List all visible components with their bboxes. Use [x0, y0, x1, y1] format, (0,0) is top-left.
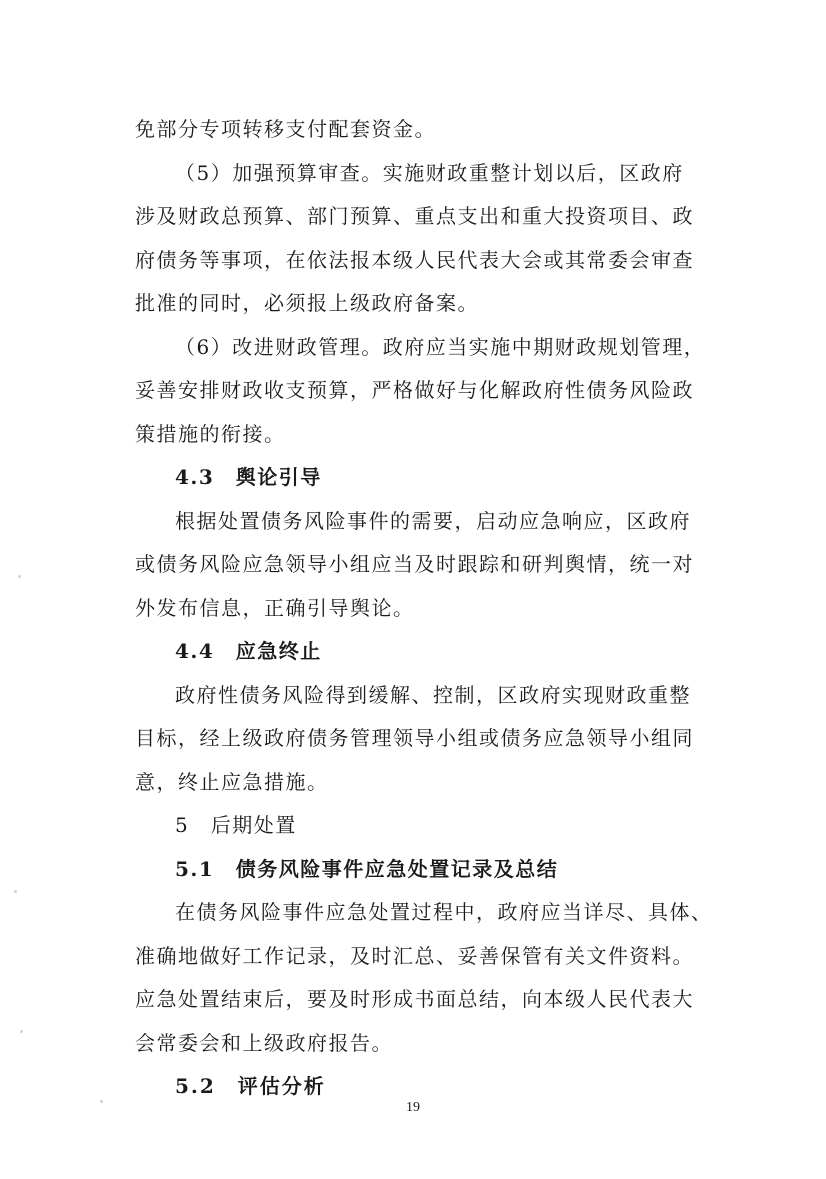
body-text-line: 会常委会和上级政府报告。 — [135, 1031, 393, 1055]
body-text-line: 目标，经上级政府债务管理领导小组或债务应急领导小组同 — [135, 726, 694, 750]
scan-speck — [20, 1030, 23, 1033]
body-text-line: 准确地做好工作记录，及时汇总、妥善保管有关文件资料。 — [135, 944, 694, 968]
body-text-line: （5）加强预算审查。实施财政重整计划以后，区政府 — [175, 161, 684, 185]
section-heading-5-2: 5.2 评估分析 — [175, 1074, 326, 1098]
body-text-line: 涉及财政总预算、部门预算、重点支出和重大投资项目、政 — [135, 204, 694, 228]
body-text-line: 府债务等事项，在依法报本级人民代表大会或其常委会审查 — [135, 248, 694, 272]
body-text-line: 或债务风险应急领导小组应当及时跟踪和研判舆情，统一对 — [135, 552, 694, 576]
body-text-line: 政府性债务风险得到缓解、控制，区政府实现财政重整 — [175, 683, 691, 707]
body-text-line: 策措施的衔接。 — [135, 422, 286, 446]
section-heading-5-1: 5.1 债务风险事件应急处置记录及总结 — [175, 857, 559, 881]
body-text-line: 在债务风险事件应急处置过程中，政府应当详尽、具体、 — [175, 900, 713, 924]
body-text-line: 意，终止应急措施。 — [135, 770, 329, 794]
scan-speck — [18, 575, 21, 578]
page-number: 19 — [406, 1100, 420, 1115]
body-text-line: （6）改进财政管理。政府应当实施中期财政规划管理， — [175, 335, 706, 359]
section-heading-5: 5 后期处置 — [175, 813, 297, 837]
section-heading-4-4: 4.4 应急终止 — [175, 639, 322, 663]
body-text-line: 妥善安排财政收支预算，严格做好与化解政府性债务风险政 — [135, 378, 694, 402]
body-text-line: 批准的同时，必须报上级政府备案。 — [135, 291, 479, 315]
section-heading-4-3: 4.3 舆论引导 — [175, 465, 322, 489]
body-text-line: 应急处置结束后，要及时形成书面总结，向本级人民代表大 — [135, 987, 694, 1011]
scan-speck — [14, 890, 17, 893]
body-text-line: 根据处置债务风险事件的需要，启动应急响应，区政府 — [175, 509, 691, 533]
body-text-line: 免部分专项转移支付配套资金。 — [135, 117, 436, 141]
scan-speck — [100, 1100, 103, 1103]
body-text-line: 外发布信息，正确引导舆论。 — [135, 596, 415, 620]
